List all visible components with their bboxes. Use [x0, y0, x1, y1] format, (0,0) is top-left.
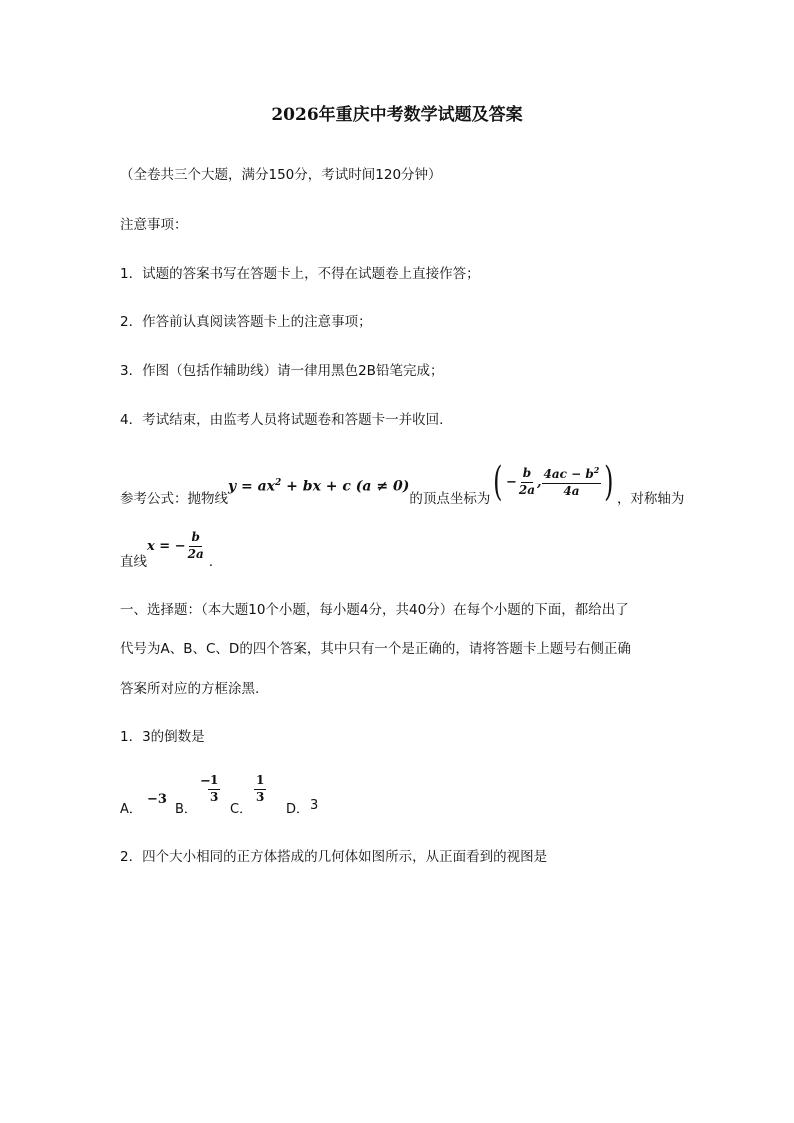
option-c-label: C．	[230, 802, 253, 817]
formula-prefix: 参考公式：抛物线	[120, 491, 228, 507]
right-paren: )	[604, 459, 614, 505]
notice-heading: 注意事项：	[120, 217, 188, 233]
option-b-fraction: $\frac{1}{3}$	[210, 773, 219, 804]
option-c-fraction: $\frac{1}{3}$	[256, 773, 265, 804]
option-b-sign: −	[200, 774, 211, 789]
option-d-label: D．	[286, 802, 310, 817]
option-b-label: B．	[175, 802, 197, 817]
section1-line-2: 代号为A、B、C、D的四个答案，其中只有一个是正确的，请将答题卡上题号右侧正确	[120, 641, 631, 657]
notice-item-1: 1．试题的答案书写在答题卡上，不得在试题卷上直接作答；	[120, 266, 480, 282]
axis-prefix: 直线	[120, 554, 147, 570]
vertex-y-fraction: $\frac{4ac - b^2}{4a}$	[543, 464, 600, 498]
page-title: 2026年重庆中考数学试题及答案	[271, 105, 523, 125]
question-2-stem: 2．四个大小相同的正方体搭成的几何体如图所示，从正面看到的视图是	[120, 849, 548, 865]
formula-suffix: ，对称轴为	[616, 491, 685, 507]
vertex-x-fraction: $\frac{b}{2a}$	[518, 465, 535, 497]
section1-line-1: 一、选择题：（本大题10个小题，每小题4分，共40分）在每个小题的下面，都给出了	[120, 602, 629, 618]
option-a-value: −3	[147, 792, 167, 807]
question-1-options	[120, 770, 420, 820]
formula-middle: 的顶点坐标为	[409, 491, 491, 507]
formula-line	[120, 458, 684, 518]
notice-item-4: 4．考试结束，由监考人员将试题卷和答题卡一并收回.	[120, 412, 444, 428]
notice-item-2: 2．作答前认真阅读答题卡上的注意事项；	[120, 314, 372, 330]
option-d-value: 3	[310, 798, 319, 813]
axis-line	[120, 530, 213, 572]
axis-fraction: $\frac{b}{2a}$	[187, 530, 204, 562]
option-a-label: A．	[120, 802, 142, 817]
axis-equation: x = − $\frac{b}{2a}$	[147, 530, 204, 562]
vertex-coordinate: ( − $\frac{b}{2a}$ , $\frac{4ac - b^2}{4a}$ )	[493, 459, 614, 505]
left-paren: (	[493, 459, 503, 505]
exam-info: （全卷共三个大题，满分150分，考试时间120分钟）	[120, 167, 442, 183]
question-1-stem: 1．3的倒数是	[120, 729, 205, 745]
parabola-equation: $y = ax^2$ + bx + c (a ≠ 0)	[228, 477, 410, 495]
notice-item-3: 3．作图（包括作辅助线）请一律用黑色2B铅笔完成；	[120, 363, 444, 379]
section1-line-3: 答案所对应的方框涂黑.	[120, 681, 260, 697]
axis-end: .	[208, 554, 214, 570]
